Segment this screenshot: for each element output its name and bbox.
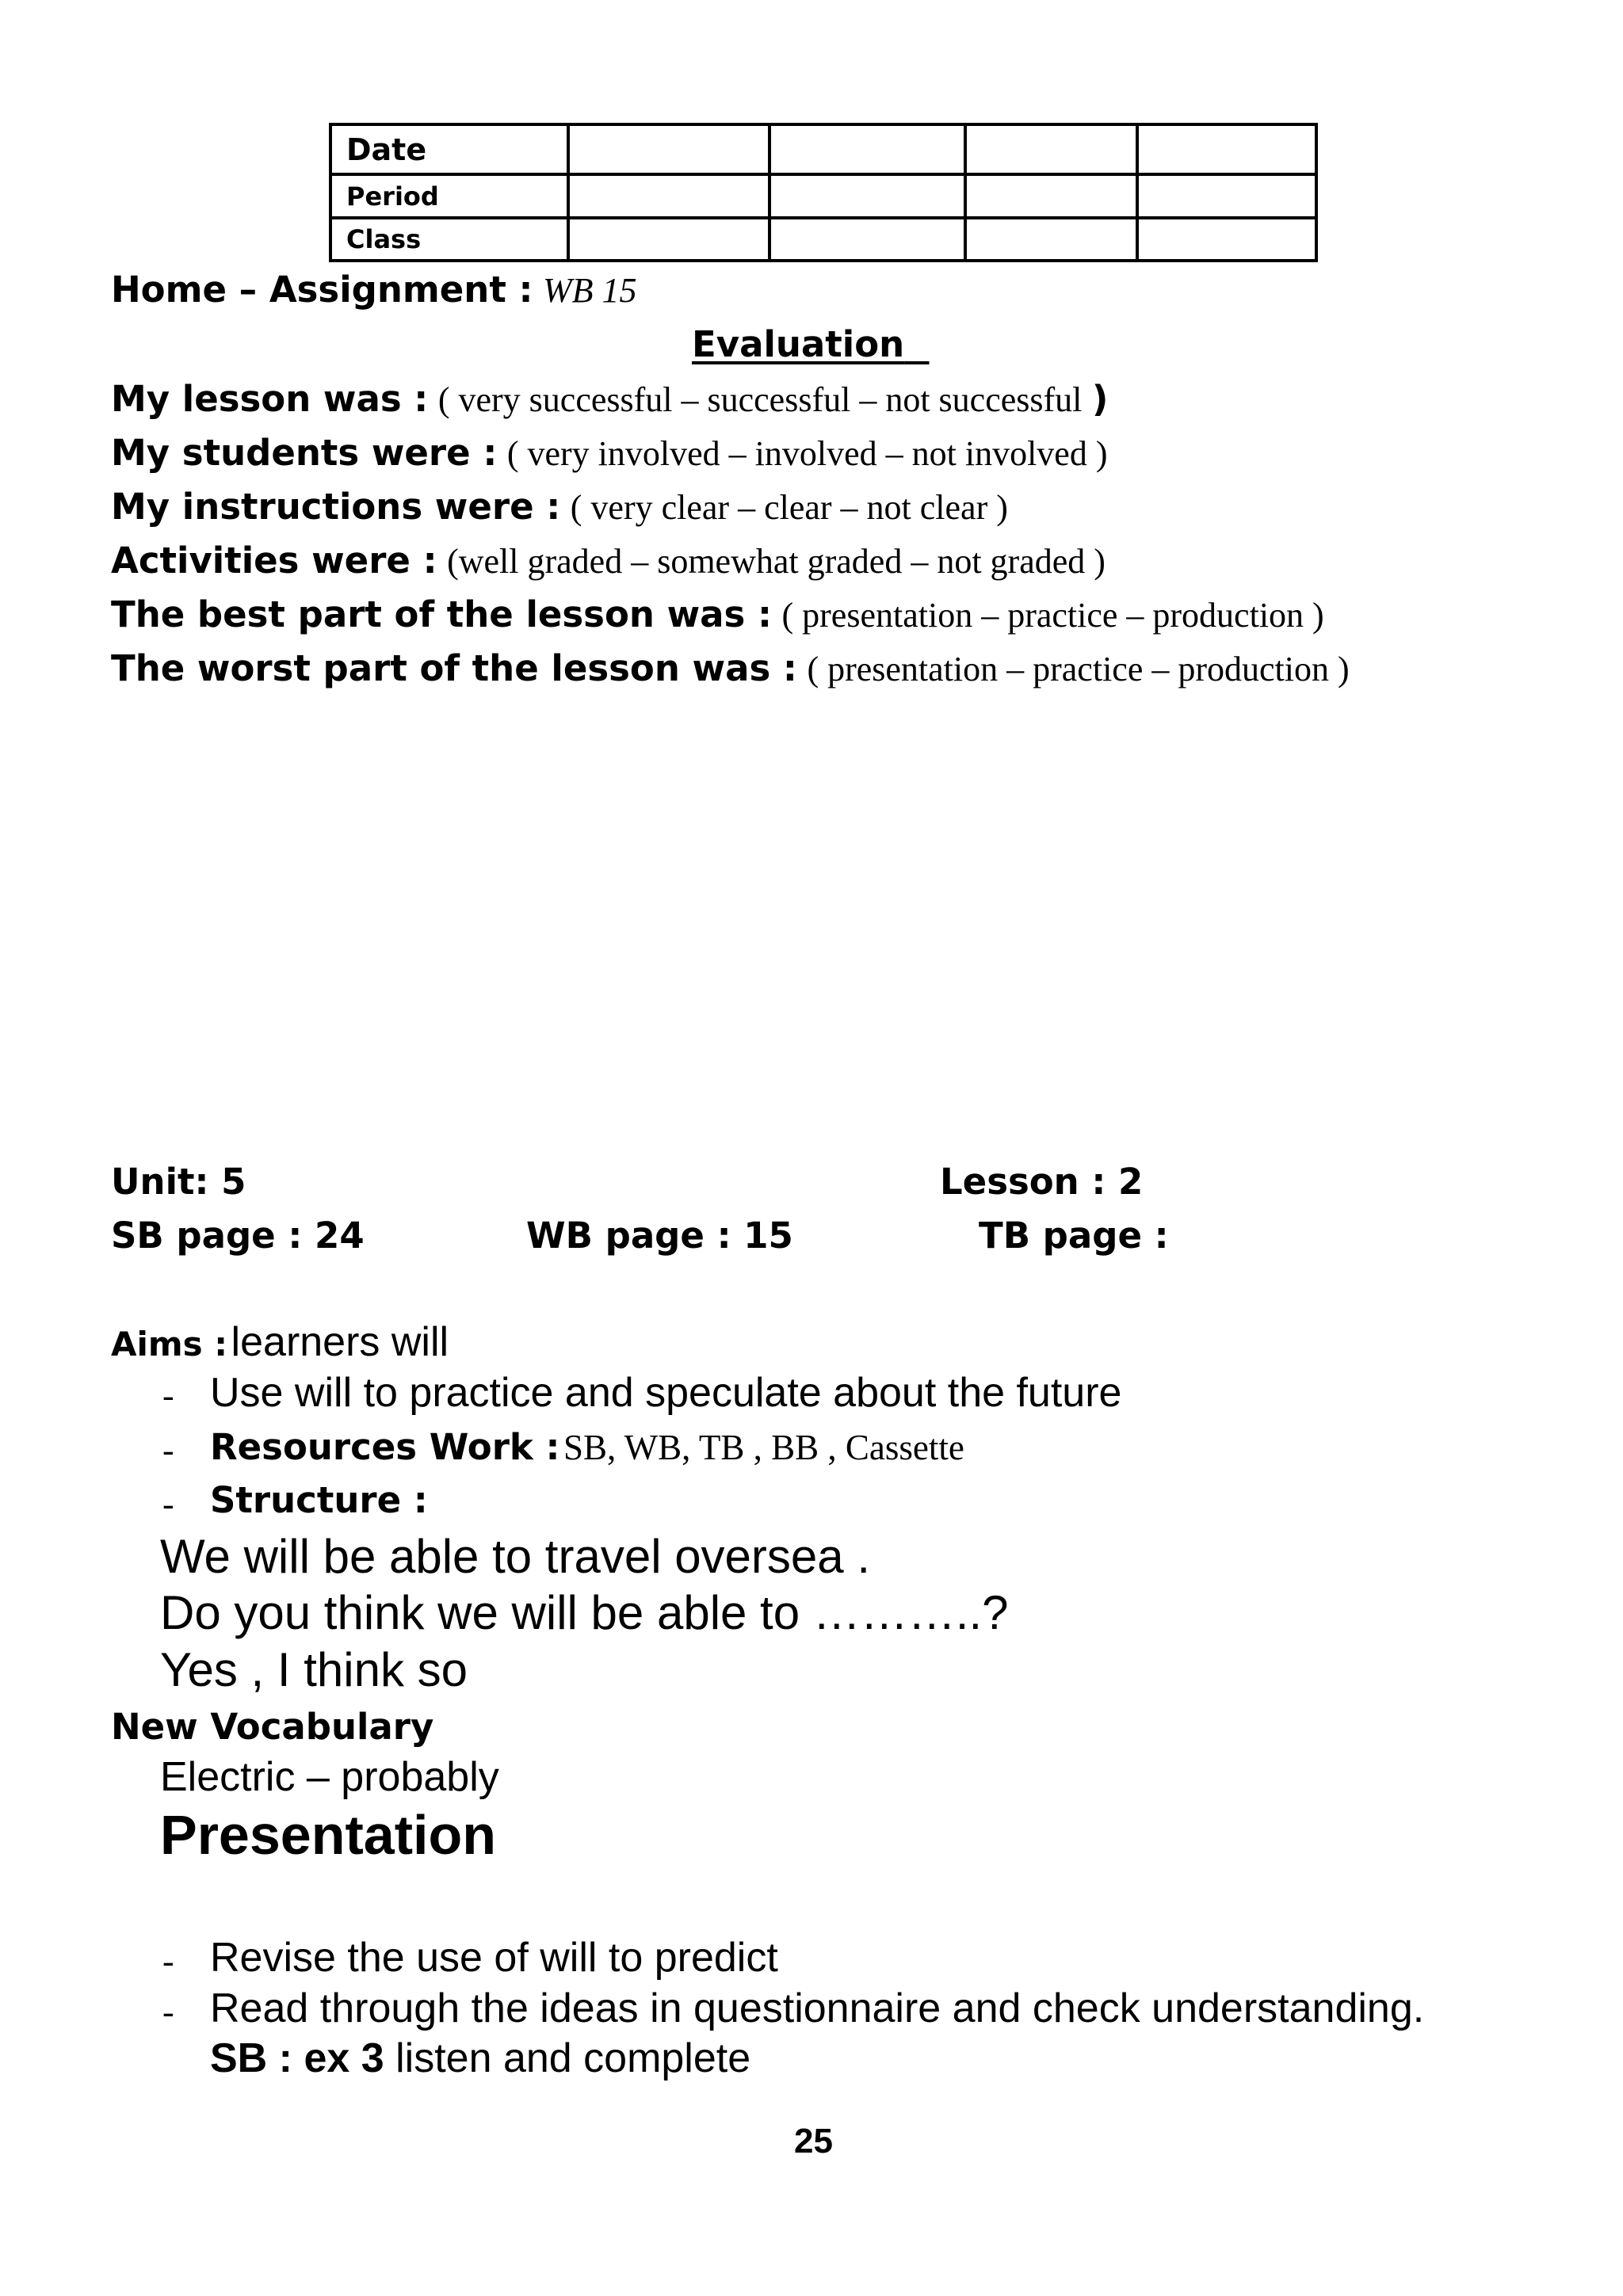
period-cell[interactable] xyxy=(769,174,965,218)
date-label: Date xyxy=(330,124,568,174)
evaluation-label: The worst part of the lesson was : xyxy=(111,647,797,689)
evaluation-options: ( presentation – practice – production ) xyxy=(807,650,1350,688)
evaluation-options: ( very clear – clear – not clear ) xyxy=(570,488,1008,527)
aims-line xyxy=(111,1318,449,1366)
home-assignment-label: Home – Assignment : xyxy=(111,269,533,311)
period-cell[interactable] xyxy=(1137,174,1316,218)
evaluation-options: (well graded – somewhat graded – not graded ) xyxy=(447,542,1106,581)
class-row xyxy=(330,218,1316,261)
resources-line xyxy=(210,1426,964,1468)
bullet-dash: - xyxy=(162,1485,174,1524)
wb-page: WB page : 15 xyxy=(526,1215,793,1257)
lesson-header-table xyxy=(329,123,1318,262)
presentation-step: Read through the ideas in questionnaire and check understanding. xyxy=(210,1985,1425,2031)
aim-use-will: Use will to practice and speculate about the future xyxy=(210,1370,1122,1416)
structure-sentence: We will be able to travel oversea . xyxy=(160,1530,870,1583)
sb-page: SB page : 24 xyxy=(111,1215,365,1257)
evaluation-options: ( very successful – successful – not successful xyxy=(437,380,1083,419)
period-label: Period xyxy=(330,174,568,218)
page-number: 25 xyxy=(794,2122,833,2161)
structure-sentence: Yes , I think so xyxy=(160,1643,468,1696)
evaluation-label: My students were : xyxy=(111,432,498,474)
presentation-step: Revise the use of will to predict xyxy=(210,1935,778,1981)
evaluation-best-part xyxy=(111,593,1324,635)
evaluation-label: My instructions were : xyxy=(111,486,561,528)
evaluation-options: ( presentation – practice – production ) xyxy=(781,596,1324,635)
evaluation-heading: Evaluation xyxy=(692,323,905,365)
evaluation-instructions xyxy=(111,486,1008,528)
presentation-heading: Presentation xyxy=(160,1804,496,1866)
tb-page: TB page : xyxy=(979,1215,1169,1257)
date-cell[interactable] xyxy=(1137,124,1316,174)
evaluation-options: ( very involved – involved – not involved ) xyxy=(506,434,1108,473)
evaluation-worst-part xyxy=(111,647,1350,689)
class-cell[interactable] xyxy=(965,218,1137,261)
bullet-dash: - xyxy=(162,1993,174,2031)
closing-paren: ) xyxy=(1091,378,1109,420)
unit-number: Unit: 5 xyxy=(111,1161,246,1203)
home-assignment-line xyxy=(111,269,637,311)
bullet-dash: - xyxy=(162,1431,174,1470)
evaluation-label: Activities were : xyxy=(111,540,437,582)
bullet-dash: - xyxy=(162,1942,174,1981)
evaluation-students xyxy=(111,432,1107,474)
period-row xyxy=(330,174,1316,218)
evaluation-label: My lesson was : xyxy=(111,378,429,420)
date-row xyxy=(330,124,1316,174)
resources-label: Resources Work : xyxy=(210,1426,560,1468)
aims-label: Aims : xyxy=(111,1325,228,1363)
period-cell[interactable] xyxy=(965,174,1137,218)
resources-value: SB, WB, TB , BB , Cassette xyxy=(563,1428,964,1467)
sb-exercise-label: SB : ex 3 xyxy=(210,2035,384,2081)
home-assignment-value: WB 15 xyxy=(543,271,637,310)
class-label: Class xyxy=(330,218,568,261)
class-cell[interactable] xyxy=(1137,218,1316,261)
evaluation-label: The best part of the lesson was : xyxy=(111,593,772,635)
date-cell[interactable] xyxy=(965,124,1137,174)
date-cell[interactable] xyxy=(769,124,965,174)
lesson-number: Lesson : 2 xyxy=(940,1161,1144,1203)
evaluation-activities xyxy=(111,540,1106,582)
class-cell[interactable] xyxy=(568,218,769,261)
aims-value: learners will xyxy=(231,1319,449,1365)
vocabulary-words: Electric – probably xyxy=(160,1754,499,1800)
structure-sentence: Do you think we will be able to ………..? xyxy=(160,1586,1009,1639)
vocabulary-heading: New Vocabulary xyxy=(111,1706,434,1748)
structure-label: Structure : xyxy=(210,1479,428,1521)
sb-exercise-line xyxy=(210,2035,750,2082)
date-cell[interactable] xyxy=(568,124,769,174)
evaluation-lesson xyxy=(111,378,1108,420)
class-cell[interactable] xyxy=(769,218,965,261)
sb-exercise-text: listen and complete xyxy=(384,2035,751,2081)
bullet-dash: - xyxy=(162,1376,174,1415)
period-cell[interactable] xyxy=(568,174,769,218)
